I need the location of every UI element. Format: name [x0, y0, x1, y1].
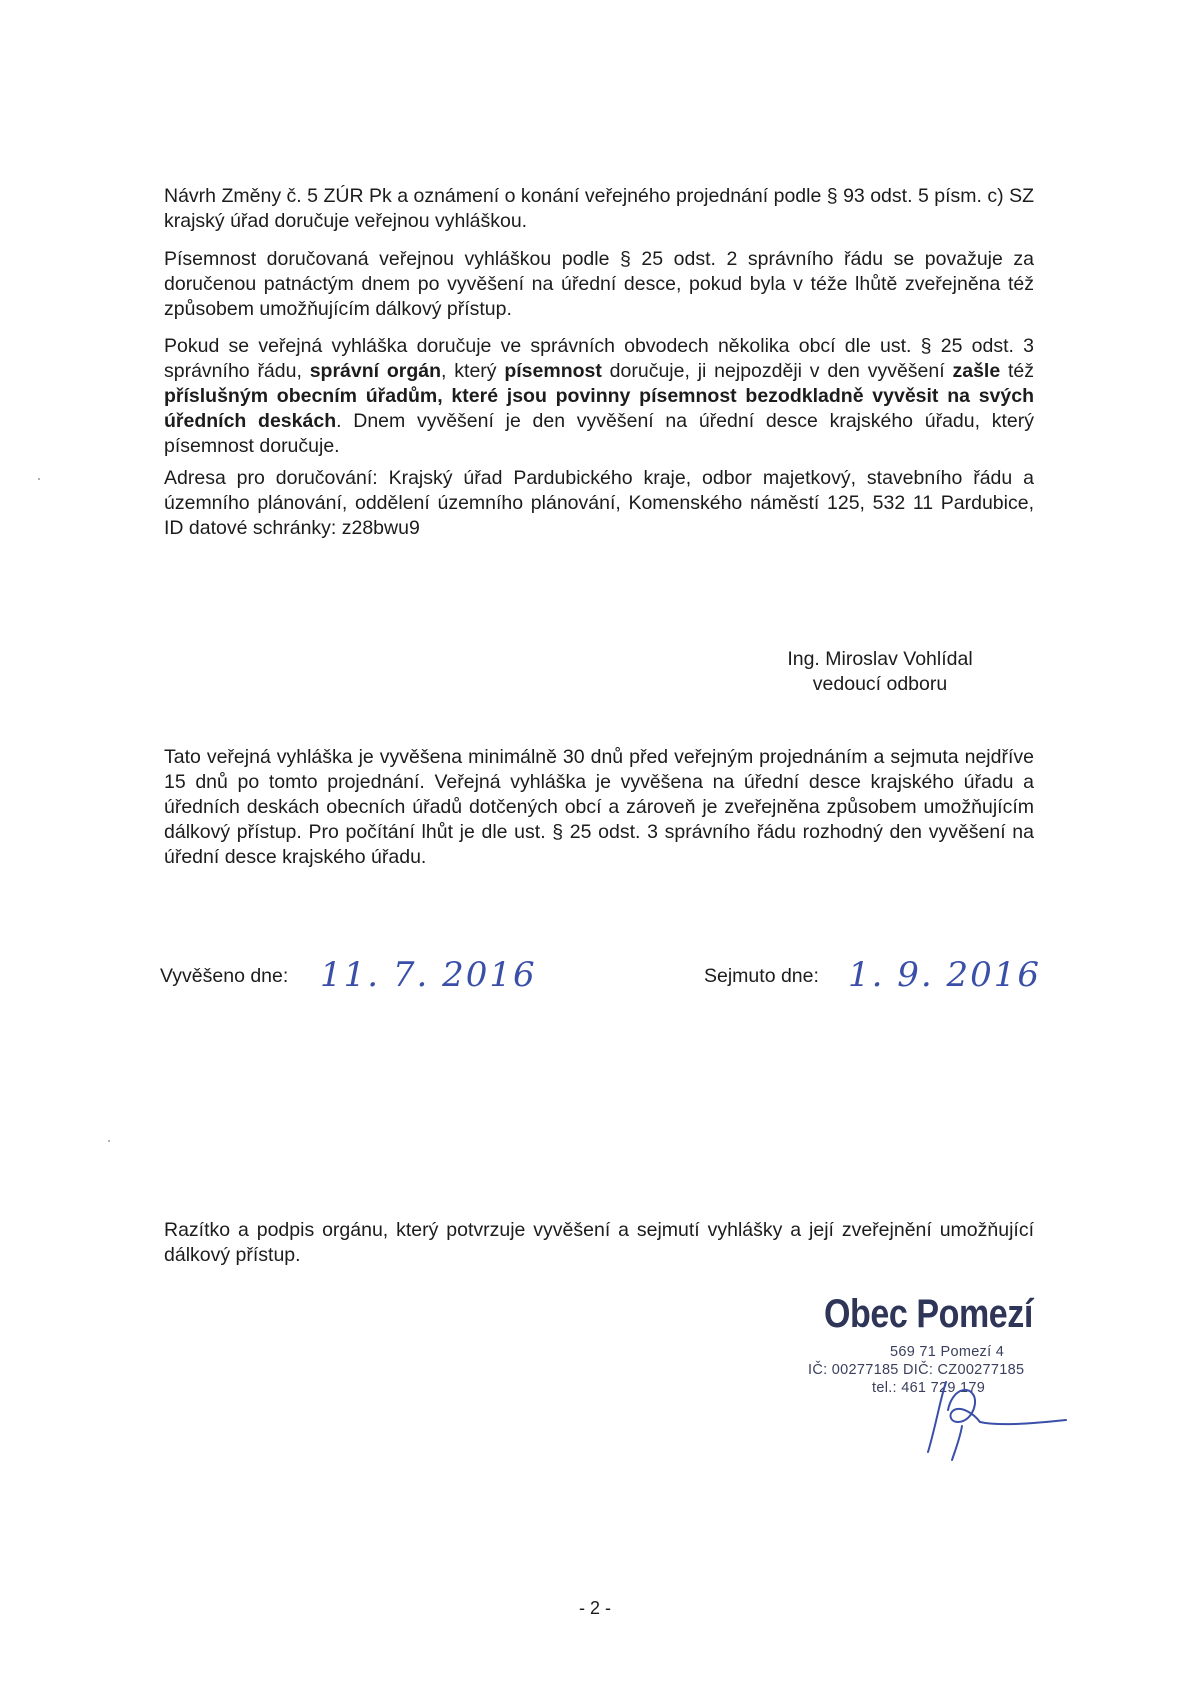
bold-segment: zašle	[952, 360, 1001, 382]
stamp-title: Obec Pomezí	[824, 1292, 1033, 1336]
bold-segment: příslušným obecním úřadům, které jsou povinny písemnost bezodkladně vyvěsit na svých úředních deskách	[164, 385, 1034, 432]
text-segment: doručuje, ji nejpozději v den vyvěšení	[601, 360, 953, 382]
stamp-address: 569 71 Pomezí 4	[890, 1344, 1005, 1360]
page-number: - 2 -	[578, 1598, 611, 1618]
posting-dates-row	[160, 955, 1040, 1015]
text-segment: , který	[441, 360, 505, 382]
paragraph-posting-period: Tato veřejná vyhláška je vyvěšena minimálně 30 dnů před veřejným projednáním a sejmuta nejdříve 15 dnů po tomto projednání. Veřejná vyhláška je vyvěšena na úřední desce krajského úřadu a úředních deskách obecních úřadů dotčených obcí a zároveň je zveřejněna způsobem umožňujícím dálkový přístup. Pro počítání lhůt je dle ust. § 25 odst. 3 správního řádu rozhodný den vyvěšení na úřední desce krajského úřadu.	[164, 746, 1034, 868]
paragraph-delivery-notice: Návrh Změny č. 5 ZÚR Pk a oznámení o konání veřejného projednání podle § 93 odst. 5 písm. c) SZ krajský úřad doručuje veřejnou vyhláškou.	[164, 185, 1034, 232]
posted-label: Vyvěšeno dne:	[160, 965, 289, 987]
signatory-name: Ing. Miroslav Vohlídal	[787, 648, 973, 670]
paragraph-stamp-instruction: Razítko a podpis orgánu, který potvrzuje vyvěšení a sejmutí vyhlášky a její zveřejnění umožňující dálkový přístup.	[164, 1219, 1034, 1266]
scan-speck	[38, 478, 40, 480]
text-segment: též	[1000, 360, 1034, 382]
handwritten-signature-icon	[918, 1370, 1068, 1465]
stamp-ids: IČ: 00277185 DIČ: CZ00277185	[808, 1362, 1025, 1378]
text-segment: . Dnem vyvěšení je den vyvěšení na úřední desce krajského úřadu, který písemnost doručuje.	[164, 410, 1034, 457]
signature-block	[760, 647, 1000, 697]
text-segment: Pokud se veřejná vyhláška doručuje ve správních obvodech několika obcí dle ust. § 25 odst. 3 správního řádu,	[164, 335, 1034, 382]
bold-segment: správní orgán	[309, 360, 442, 382]
paragraph-delivery-rule: Písemnost doručovaná veřejnou vyhláškou podle § 25 odst. 2 správního řádu se považuje za doručenou patnáctým dnem po vyvěšení na úřední desce, pokud byla v téže lhůtě zveřejněna též způsobem umožňujícím dálkový přístup.	[164, 248, 1034, 320]
signatory-title: vedoucí odboru	[812, 673, 948, 695]
scan-speck	[108, 1140, 110, 1142]
stamp-phone: tel.: 461 729 179	[872, 1380, 986, 1396]
removed-label: Sejmuto dne:	[704, 965, 819, 987]
bold-segment: písemnost	[504, 360, 602, 382]
posted-date-handwritten: 11. 7. 2016	[320, 955, 537, 995]
paragraph-multiple-municipalities	[164, 334, 1034, 459]
paragraph-delivery-address: Adresa pro doručování: Krajský úřad Pardubického kraje, odbor majetkový, stavebního řádu a územního plánování, oddělení územního plánování, Komenského náměstí 125, 532 11 Pardubice, ID datové schránky: z28bwu9	[164, 467, 1034, 539]
removed-date-handwritten: 1. 9. 2016	[848, 955, 1042, 995]
municipality-stamp	[808, 1290, 1068, 1460]
